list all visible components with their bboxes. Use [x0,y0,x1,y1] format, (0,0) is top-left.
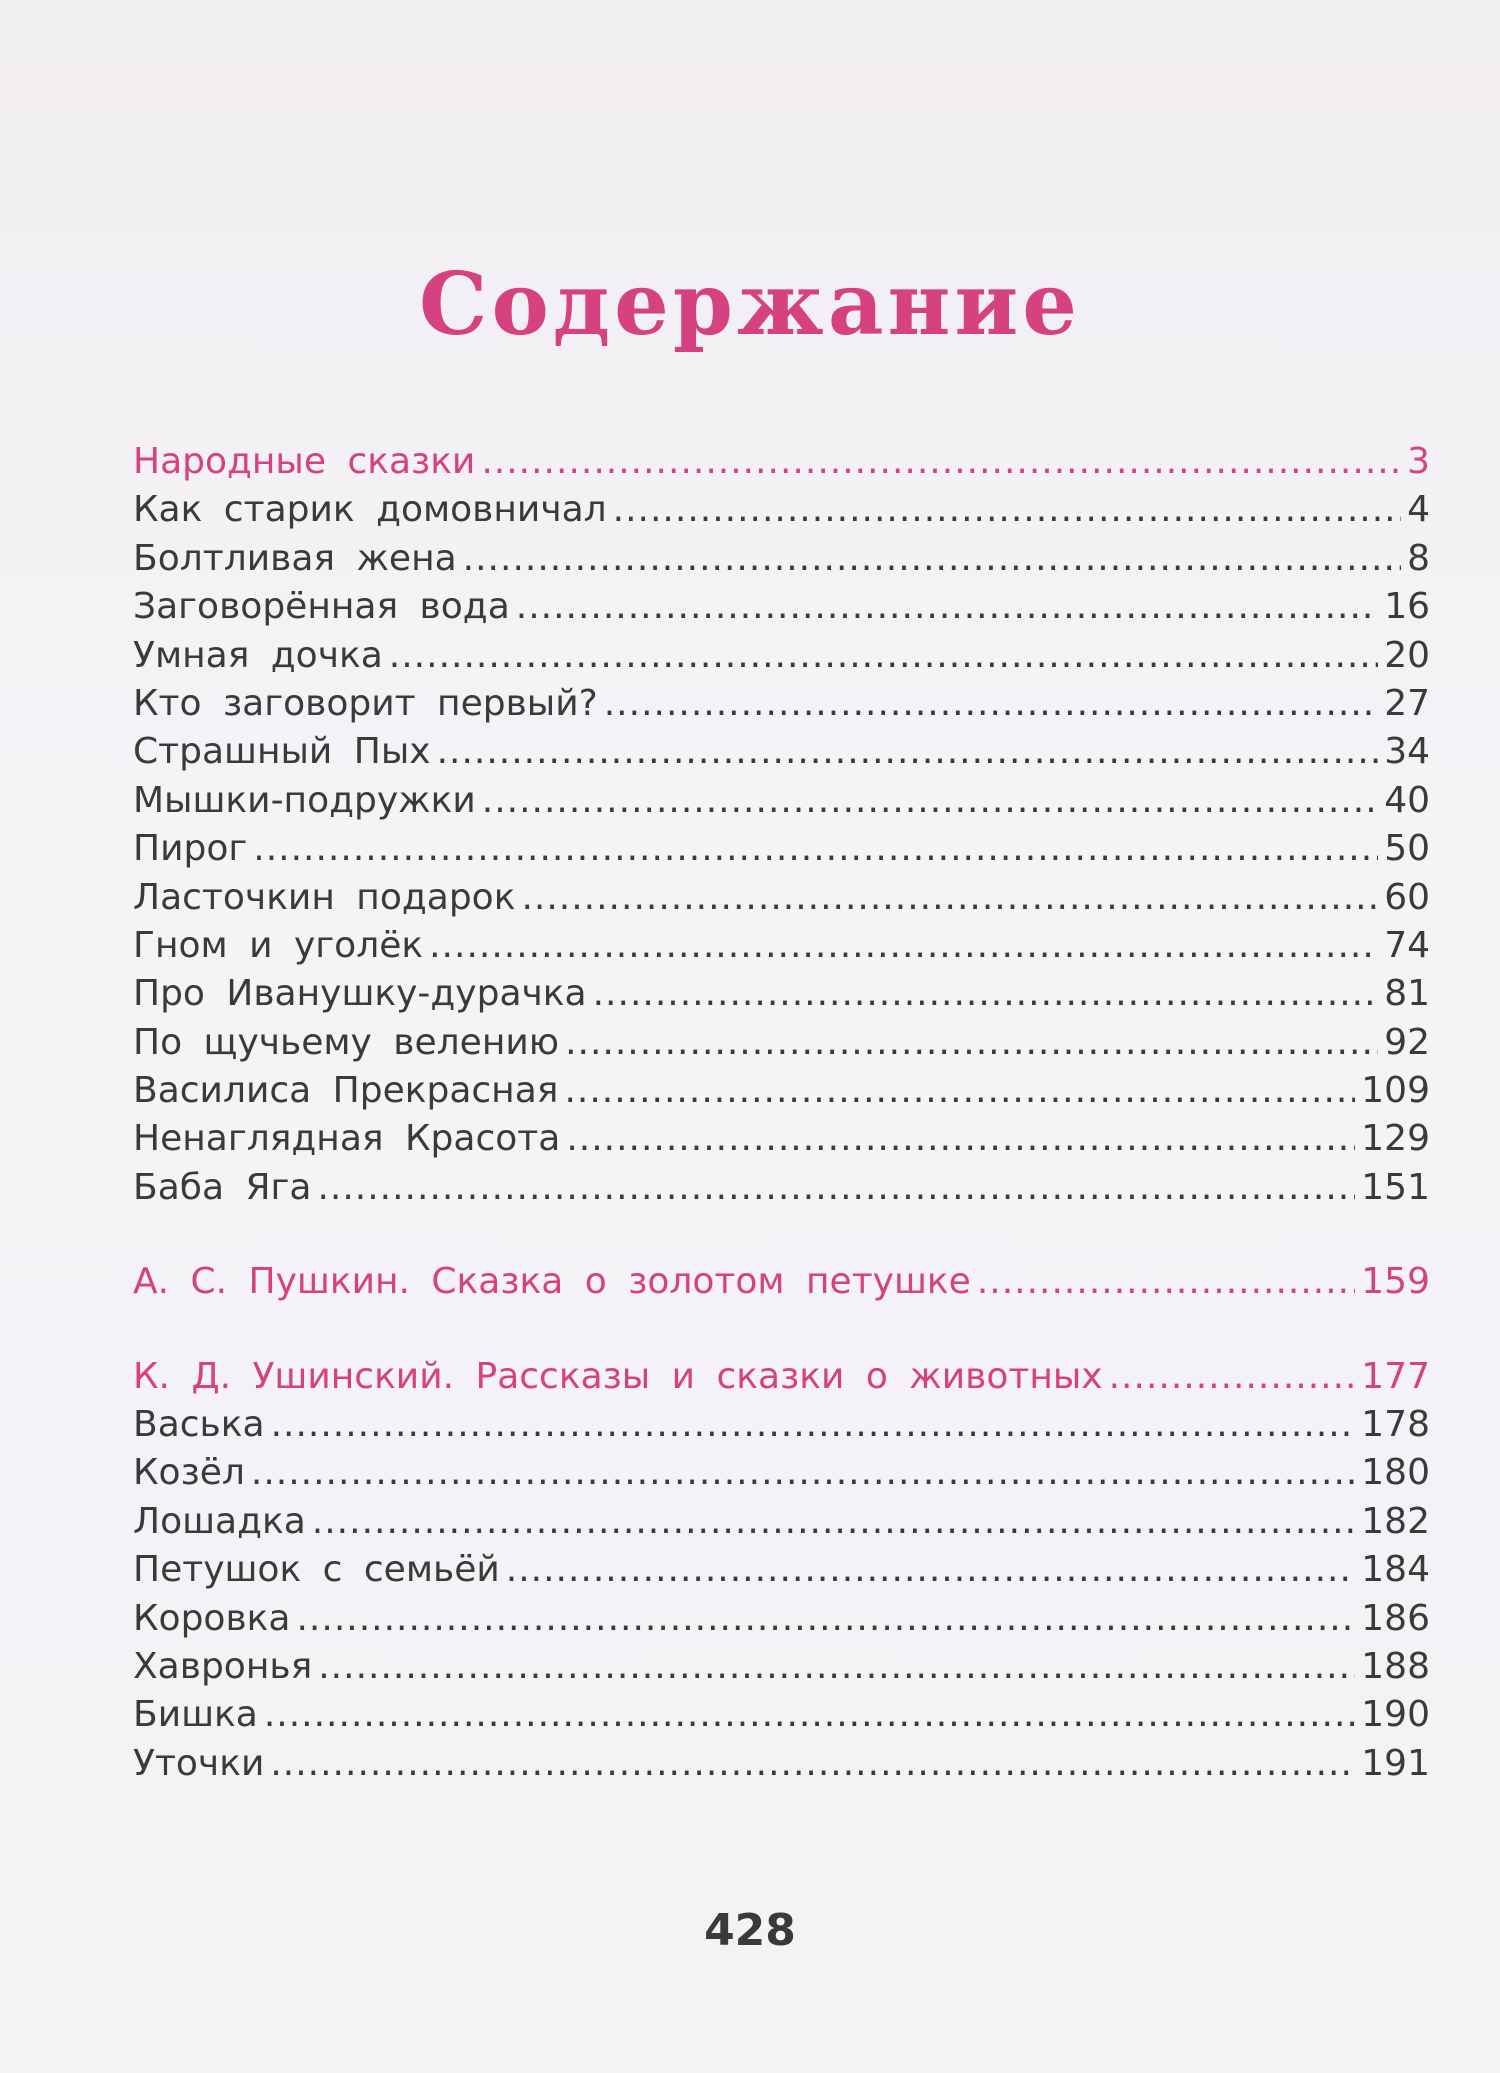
toc-page-number: 92 [1384,1021,1430,1063]
dot-leader [566,1115,1355,1163]
dot-leader [613,486,1401,534]
toc-item [133,1401,1430,1449]
toc-item-label: Петушок с семьёй [133,1549,500,1591]
toc-page-number: 190 [1361,1694,1430,1736]
dot-leader [1109,1353,1356,1401]
toc-item-label: Хавронья [133,1645,313,1687]
toc-page-number: 20 [1384,634,1430,676]
toc-section-heading [133,1353,1430,1401]
toc-item-label: Гном и уголёк [133,924,424,966]
dot-leader [317,1164,1355,1212]
toc-page-number: 151 [1361,1166,1430,1208]
toc-page-number: 81 [1384,973,1430,1015]
toc-item-label: Умная дочка [133,634,383,676]
dot-leader [271,1401,1356,1449]
dot-leader [437,728,1379,776]
dot-leader [604,680,1378,728]
dot-leader [481,438,1401,486]
toc-item-label: Болтливая жена [133,537,457,579]
toc-item [133,632,1430,680]
dot-leader [564,1067,1355,1115]
toc-item-label: По щучьему велению [133,1021,560,1063]
toc-item [133,825,1430,873]
toc-item-label: Как старик домовничал [133,489,607,531]
toc-page-number: 16 [1384,586,1430,628]
toc-page-number: 129 [1361,1118,1430,1160]
toc-page-number: 182 [1361,1500,1430,1542]
dot-leader [482,777,1378,825]
toc-item [133,1740,1430,1788]
toc-page-number: 191 [1361,1742,1430,1784]
toc-item-label: Василиса Прекрасная [133,1070,559,1112]
section-gap [133,1307,1430,1353]
toc-item-label: Ласточкин подарок [133,876,516,918]
dot-leader [593,970,1379,1018]
toc-item-label: Козёл [133,1452,245,1494]
toc-page-number: 27 [1384,682,1430,724]
toc-item-label: Пирог [133,828,248,870]
toc-page-number: 34 [1384,731,1430,773]
toc-item-label: Кто заговорит первый? [133,682,598,724]
toc-item [133,1067,1430,1115]
toc-page-number: 177 [1361,1355,1430,1397]
toc-section-label: Народные сказки [133,441,476,482]
toc-item [133,1449,1430,1497]
toc-item [133,1498,1430,1546]
toc-item [133,535,1430,583]
toc-item-label: Бишка [133,1694,258,1736]
toc-item-label: Лошадка [133,1500,306,1542]
dot-leader [565,1019,1378,1067]
toc-section-label: А. С. Пушкин. Сказка о золотом петушке [133,1261,971,1303]
toc-page-number: 188 [1361,1645,1430,1687]
toc-page-number: 50 [1384,828,1430,870]
toc-page-number: 4 [1407,489,1430,531]
toc-item [133,1019,1430,1067]
toc-page-number: 178 [1361,1404,1430,1446]
toc-page-number: 60 [1384,876,1430,918]
table-of-contents [133,438,1430,1788]
toc-item-label: Страшный Пых [133,731,431,773]
section-gap [133,1212,1430,1258]
dot-leader [318,1643,1355,1691]
dot-leader [521,874,1378,922]
dot-leader [516,583,1378,631]
dot-leader [264,1691,1355,1739]
toc-item [133,1643,1430,1691]
toc-item [133,1164,1430,1212]
toc-item-label: Заговорённая вода [133,586,510,628]
toc-item-label: Баба Яга [133,1166,312,1208]
toc-item [133,1115,1430,1163]
toc-item [133,728,1430,776]
dot-leader [506,1546,1356,1594]
dot-leader [977,1258,1355,1306]
toc-section-label: К. Д. Ушинский. Рассказы и сказки о животных [133,1355,1103,1397]
toc-item-label: Уточки [133,1742,265,1784]
toc-page-number: 180 [1361,1452,1430,1494]
toc-item-label: Мышки-подружки [133,779,476,821]
page-number-footer: 428 [704,1905,796,1956]
toc-page-number: 159 [1361,1261,1430,1303]
toc-item [133,874,1430,922]
toc-item-label: Васька [133,1404,265,1446]
dot-leader [312,1498,1355,1546]
toc-item-label: Про Иванушку-дурачка [133,973,587,1015]
toc-page-number: 109 [1361,1070,1430,1112]
toc-page-number: 3 [1407,441,1430,482]
dot-leader [296,1595,1355,1643]
toc-item [133,486,1430,534]
dot-leader [463,535,1401,583]
toc-item [133,1691,1430,1739]
toc-item-label: Коровка [133,1597,291,1639]
dot-leader [251,1449,1355,1497]
toc-item [133,922,1430,970]
toc-item [133,583,1430,631]
toc-page-number: 74 [1384,924,1430,966]
toc-item-label: Ненаглядная Красота [133,1118,561,1160]
toc-item [133,970,1430,1018]
dot-leader [270,1740,1355,1788]
toc-item [133,1595,1430,1643]
toc-item [133,777,1430,825]
toc-section-heading [133,438,1430,486]
toc-section-heading [133,1258,1430,1306]
toc-page-number: 8 [1407,537,1430,579]
toc-page-number: 184 [1361,1549,1430,1591]
dot-leader [253,825,1378,873]
page-title: Содержание [419,254,1081,355]
toc-page-number: 40 [1384,779,1430,821]
toc-item [133,680,1430,728]
toc-page-number: 186 [1361,1597,1430,1639]
toc-item [133,1546,1430,1594]
dot-leader [389,632,1378,680]
dot-leader [429,922,1378,970]
